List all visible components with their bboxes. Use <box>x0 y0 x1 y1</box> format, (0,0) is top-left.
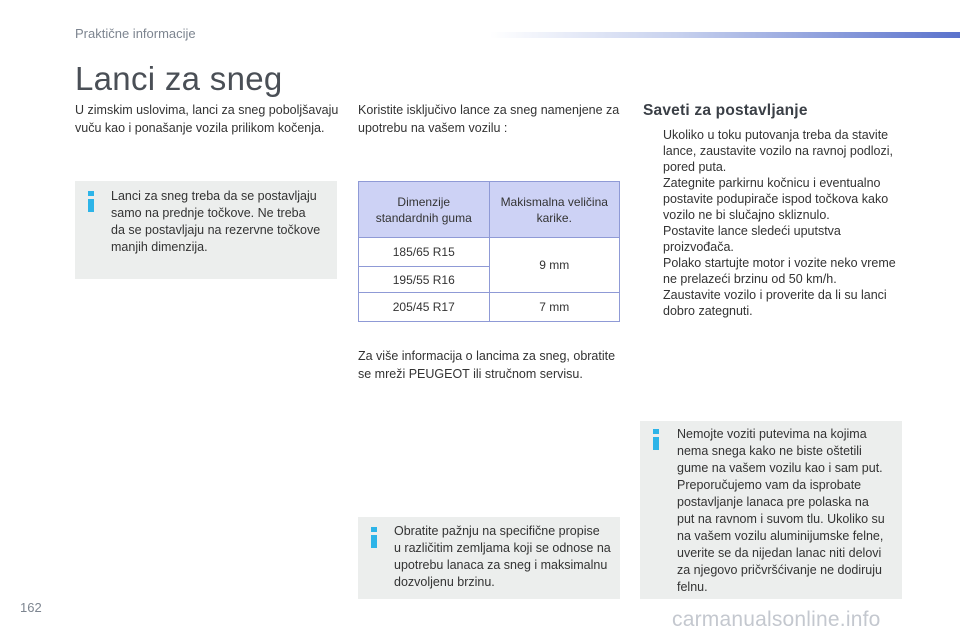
header-gradient-bar <box>490 32 960 38</box>
intro-left-paragraph: U zimskim uslovima, lanci za sneg poboljšavaju vuču kao i ponašanje vozila prilikom kočenja. <box>75 103 339 135</box>
tips-list <box>643 127 905 319</box>
note-regulations-text: Obratite pažnju na specifične propise u različitim zemljama koji se odnose na upotrebu lanaca za sneg i maksimalnu dozvoljenu brzinu. <box>394 524 611 589</box>
table-header-row <box>359 182 620 238</box>
list-item: Postavite lance sledeći uputstva proizvođača. <box>663 224 841 254</box>
info-icon <box>371 527 381 547</box>
chain-size-table <box>358 181 620 322</box>
note-front-wheels <box>75 181 337 279</box>
note-no-snow-text: Nemojte voziti putevima na kojima nema snega kako ne biste oštetili gume na vašem vozilu kao i sam put. Preporučujemo vam da isprobate postavljanje lanaca pre polaska na put na ravnom i suvom tlu. Ukoliko su na vašem vozilu aluminijumske felne, uverite se da nijedan lanac niti delovi za njegovo pričvršćivanje ne dodiruju felnu. <box>677 427 885 594</box>
intro-middle-paragraph: Koristite isključivo lance za sneg namenjene za upotrebu na vašem vozilu : <box>358 103 620 135</box>
table-row <box>359 293 620 322</box>
tips-title: Saveti za postavljanje <box>643 102 808 119</box>
table-row <box>359 238 620 267</box>
list-item: Ukoliko u toku putovanja treba da stavite lance, zaustavite vozilo na ravnoj podlozi, pored puta. <box>663 128 893 174</box>
info-icon <box>88 191 98 211</box>
note-no-snow <box>640 421 902 599</box>
watermark: carmanualsonline.info <box>672 608 881 631</box>
list-item: Polako startujte motor i vozite neko vreme ne prelazeći brzinu od 50 km/h. <box>663 256 896 286</box>
page-title: Lanci za sneg <box>75 60 283 97</box>
section-label: Praktične informacije <box>75 26 196 41</box>
table-cell-value: 7 mm <box>489 293 620 322</box>
page-number: 162 <box>20 600 42 615</box>
table-cell-value: 9 mm <box>489 238 620 293</box>
list-item: Zategnite parkirnu kočnicu i eventualno postavite podupirače ispod točkova kako vozilo ne bi slučajno skliznulo. <box>663 176 889 222</box>
note-regulations <box>358 517 620 599</box>
table-cell-tyre: 195/55 R16 <box>359 267 490 293</box>
table-cell-tyre: 205/45 R17 <box>359 293 490 322</box>
note-front-wheels-text: Lanci za sneg treba da se postavljaju samo na prednje točkove. Ne treba da se postavljaju na rezervne točkove manjih dimenzija. <box>111 189 321 254</box>
table-header-link-size: Makismalna veličina karike. <box>489 182 620 238</box>
list-item: Zaustavite vozilo i proverite da li su lanci dobro zategnuti. <box>663 288 887 318</box>
more-info-paragraph: Za više informacija o lancima za sneg, obratite se mreži PEUGEOT ili stručnom servisu. <box>358 349 616 381</box>
table-cell-tyre: 185/65 R15 <box>359 238 490 267</box>
table-header-tyre-size: Dimenzije standardnih guma <box>359 182 490 238</box>
info-icon <box>653 429 663 449</box>
